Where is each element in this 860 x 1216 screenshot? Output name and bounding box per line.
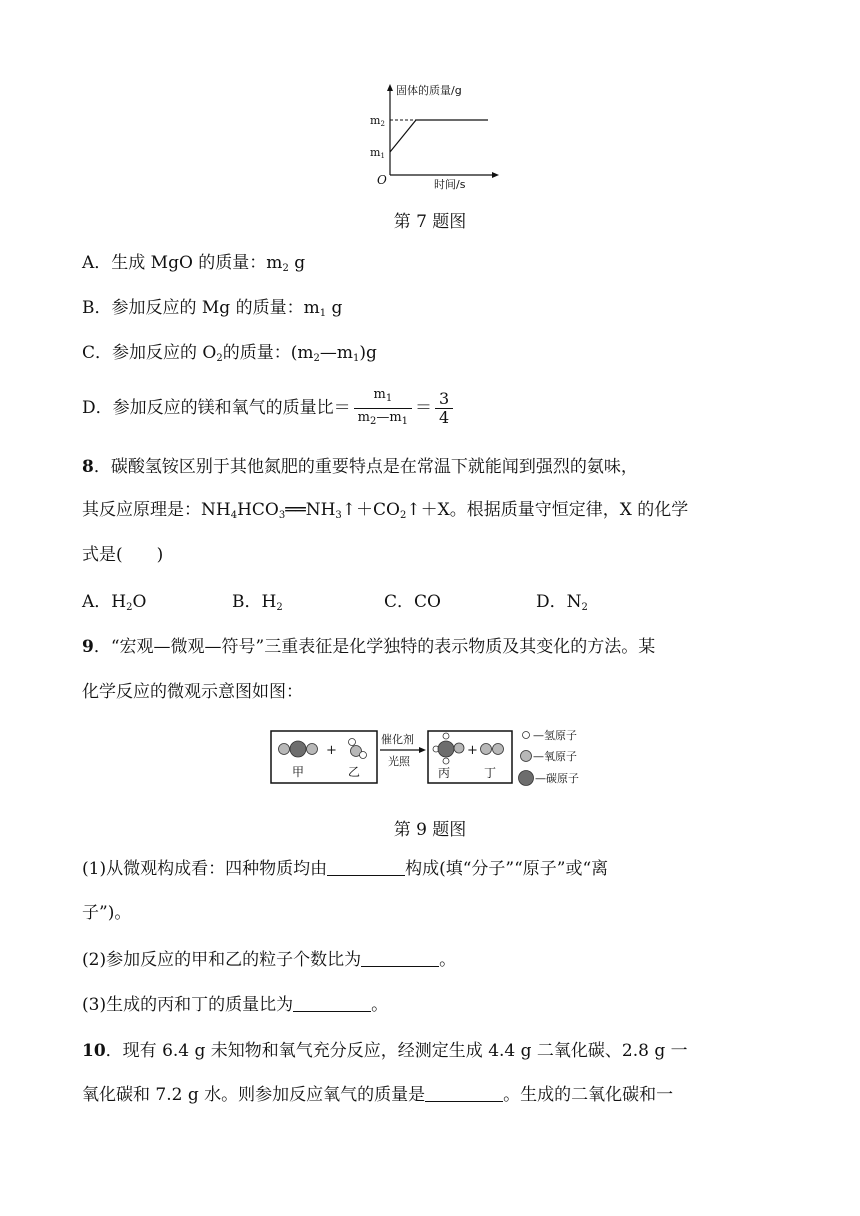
jia-carbon-atom [290,741,306,757]
q7-option-a: A．生成 MgO 的质量：$m_2$ g [82,253,306,274]
q8-option-c: C．CO [384,592,441,612]
q8-line-2: 其反应原理是：$NH_4HCO_3══NH_3↑+CO_2↑+X$。根据质量守恒定律，X 的化学 [82,500,689,521]
figure7-caption: 第 7 题图 [393,212,467,232]
legend-carbon-label: —碳原子 [535,772,579,785]
yi-label: 乙 [348,765,361,779]
q8-option-a: A．$H_2O$ [82,592,147,613]
legend-carbon-atom [519,771,534,786]
q9-blank-1[interactable] [327,857,405,876]
m1-label: m1 [370,146,385,160]
q8-number: 8 [82,457,94,477]
legend-hydrogen-label: —氢原子 [533,729,577,742]
yi-hydrogen-atom-1 [349,739,356,746]
plus-sign-1: + [326,743,337,758]
bing-hydrogen-atom-bottom [443,758,449,764]
q10-blank-1[interactable] [425,1083,503,1102]
legend-hydrogen-atom [523,732,530,739]
q9-part-1-line-2: 子”)。 [82,903,132,923]
ding-oxygen-atom-2 [493,744,504,755]
q8-option-d: D．$N_2$ [536,592,588,613]
mass-curve [390,120,488,152]
jia-label: 甲 [292,765,305,779]
q8-option-b: B．$H_2$ [232,592,283,613]
jia-oxygen-atom-2 [307,744,318,755]
jia-oxygen-atom-1 [279,744,290,755]
y-axis-arrow [387,84,393,91]
plus-sign-2: + [467,743,478,758]
figure7-graph [360,80,500,195]
x-axis-label: 时间/s [434,178,466,191]
q7-option-d: D．参加反应的镁和氧气的质量比＝ $\frac{m_1}{m_2—m_1}$ ＝ $\frac{3}{4}$ [82,386,456,431]
bing-hydrogen-atom-top [443,733,449,739]
reaction-arrow-head [419,747,426,753]
q8-line-1: 8．碳酸氢铵区别于其他氮肥的重要特点是在常温下就能闻到强烈的氨味， [82,457,638,477]
q9-part-3: (3)生成的丙和丁的质量比为 。 [82,995,389,1015]
ratio-fraction: $\frac{3}{4}$ [435,390,453,427]
ding-oxygen-atom-1 [481,744,492,755]
q9-part-1-line-1: (1)从微观构成看：四种物质均由 构成(填“分子”“原子”或“离 [82,859,609,879]
q10-number: 10 [82,1041,106,1061]
yi-hydrogen-atom-2 [360,752,367,759]
q9-line-2: 化学反应的微观示意图如图： [82,682,303,702]
legend-oxygen-atom [521,751,532,762]
x-axis-arrow [492,172,499,178]
origin-label: O [377,173,387,187]
q10-line-2: 氧化碳和 7.2 g 水。则参加反应氧气的质量是 。生成的二氧化碳和一 [82,1085,674,1105]
bing-carbon-atom [438,741,454,757]
figure9-caption: 第 9 题图 [393,820,467,840]
figure9-reaction-diagram [268,724,598,788]
bing-oxygen-atom [454,743,464,753]
mass-ratio-fraction: $\frac{m_1}{m_2—m_1}$ [354,386,412,431]
q9-number: 9 [82,637,94,657]
legend-oxygen-label: —氧原子 [533,750,577,763]
ding-label: 丁 [484,766,497,780]
catalyst-label: 催化剂 [381,733,414,746]
q7-option-b: B．参加反应的 Mg 的质量：$m_1$ g [82,298,343,319]
q9-part-2: (2)参加反应的甲和乙的粒子个数比为 。 [82,950,457,970]
q10-line-1: 10．现有 6.4 g 未知物和氧气充分反应，经测定生成 4.4 g 二氧化碳、2.8 g 一 [82,1041,688,1061]
bing-label: 丙 [438,766,451,780]
q8-line-3: 式是( ) [82,545,164,565]
q9-blank-2[interactable] [361,948,439,967]
q7-option-c: C．参加反应的 $O_2$的质量：$(m_2—m_1)g$ [82,343,377,364]
y-axis-label: 固体的质量/g [396,84,462,97]
q9-blank-3[interactable] [293,993,371,1012]
light-label: 光照 [388,755,410,768]
m2-label: m2 [370,114,385,128]
q9-line-1: 9．“宏观—微观—符号”三重表征是化学独特的表示物质及其变化的方法。某 [82,637,656,657]
